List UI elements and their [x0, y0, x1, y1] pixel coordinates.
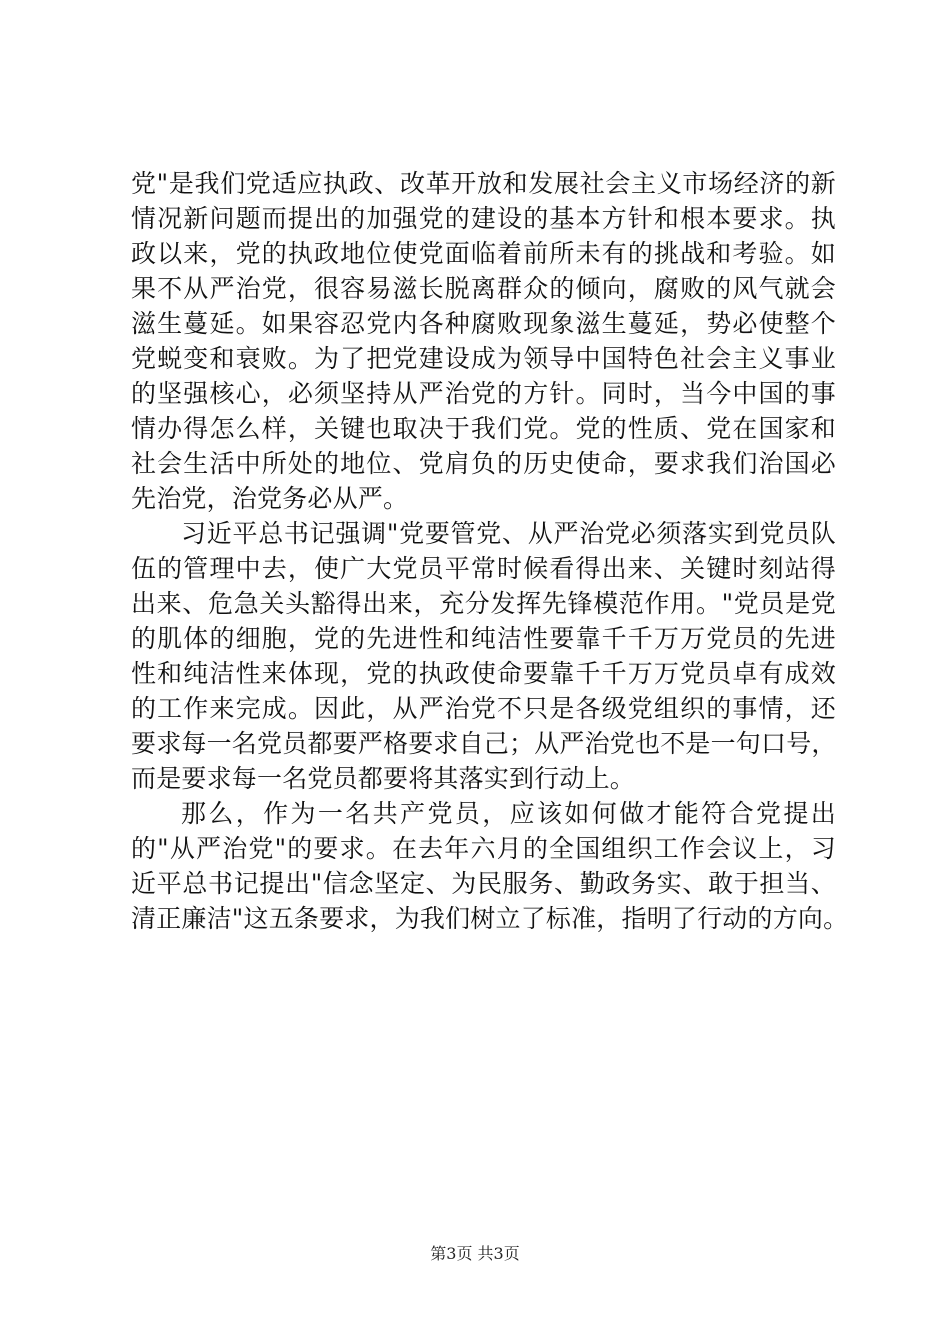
text-line: 党蜕变和衰败。为了把党建设成为领导中国特色社会主义事业	[131, 344, 836, 373]
body-text	[131, 166, 849, 936]
text-line: 性和纯洁性来体现，党的执政使命要靠千千万万党员卓有成效	[131, 659, 836, 688]
text-line: 要求每一名党员都要严格要求自己；从严治党也不是一句口号，	[131, 729, 837, 758]
text-line: 社会生活中所处的地位、党肩负的历史使命，要求我们治国必	[131, 449, 836, 478]
text-line: 情办得怎么样，关键也取决于我们党。党的性质、党在国家和	[131, 414, 836, 443]
text-line: 近平总书记提出"信念坚定、为民服务、勤政务实、敢于担当、	[131, 869, 836, 898]
paragraph-first-line: 习近平总书记强调"党要管党、从严治党必须落实到党员队	[181, 519, 836, 548]
text-line: 政以来，党的执政地位使党面临着前所未有的挑战和考验。如	[131, 239, 836, 268]
text-line: 伍的管理中去，使广大党员平常时候看得出来、关键时刻站得	[131, 554, 836, 583]
text-line: 而是要求每一名党员都要将其落实到行动上。	[131, 764, 636, 793]
paragraph-first-line: 那么，作为一名共产党员，应该如何做才能符合党提出	[181, 799, 836, 828]
text-line: 的肌体的细胞，党的先进性和纯洁性要靠千千万万党员的先进	[131, 624, 836, 653]
text-line: 清正廉洁"这五条要求，为我们树立了标准，指明了行动的方向。	[131, 904, 849, 933]
text-line: 出来、危急关头豁得出来，充分发挥先锋模范作用。"党员是党	[131, 589, 836, 618]
text-line: 情况新问题而提出的加强党的建设的基本方针和根本要求。执	[131, 204, 836, 233]
text-line: 的坚强核心，必须坚持从严治党的方针。同时，当今中国的事	[131, 379, 836, 408]
text-line: 果不从严治党，很容易滋长脱离群众的倾向，腐败的风气就会	[131, 274, 836, 303]
page-number: 第3页 共3页	[430, 1244, 520, 1263]
text-line: 先治党，治党务必从严。	[131, 484, 409, 513]
text-line: 滋生蔓延。如果容忍党内各种腐败现象滋生蔓延，势必使整个	[131, 309, 836, 338]
text-line: 的"从严治党"的要求。在去年六月的全国组织工作会议上，习	[131, 834, 836, 863]
text-line: 党"是我们党适应执政、改革开放和发展社会主义市场经济的新	[131, 169, 836, 198]
text-line: 的工作来完成。因此，从严治党不只是各级党组织的事情，还	[131, 694, 836, 723]
